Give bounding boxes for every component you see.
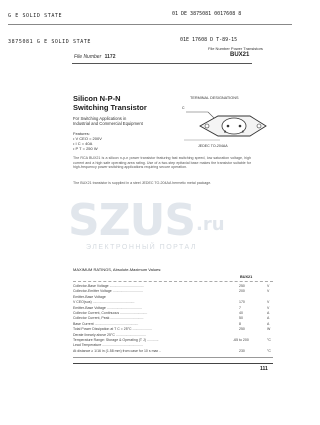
pin-b-label: B [224, 130, 227, 134]
watermark-domain: .ru [196, 214, 225, 235]
row-value: 7 [239, 305, 241, 310]
description-text-2: The BUX21 transistor is supplied in a steel JEDEC TO-204AA hermetic metal package. [73, 181, 212, 185]
row-label: Derate linearly above 25°C ............................... [73, 332, 146, 337]
table-bottom-rule [73, 357, 273, 358]
row-label: Emitter-Base Voltage .................................... [73, 305, 142, 310]
row-value: 50 [239, 316, 243, 321]
watermark-logo-text: SZUS [68, 195, 196, 246]
package-label: JEDEC TO-204AA [198, 144, 228, 148]
feature-item: • I C = 40A [73, 141, 93, 146]
category-label [208, 46, 263, 51]
part-number: BUX21 [230, 52, 250, 58]
features-heading: Features: [73, 131, 90, 136]
title-line-2: Switching Transistor [73, 103, 147, 112]
row-label: Collector-Emitter Voltage ............................... [73, 289, 143, 294]
header-divider [8, 24, 292, 25]
part-number-header [230, 52, 249, 58]
row-label: At distance ≥ 1/16 in (1.58 mm) from case for 10 s max .. [73, 348, 162, 353]
row-label: Total Power Dissipation at T C = 25°C .................... [73, 327, 152, 332]
file-number-label: File Number [74, 54, 102, 60]
row-unit: A [267, 310, 270, 315]
application-text [73, 116, 143, 126]
ratings-heading-text: MAXIMUM RATINGS, Absolute-Maximum Values: [73, 267, 162, 272]
terminal-diagram [180, 96, 270, 156]
row-unit: A [267, 316, 270, 321]
row-unit: °C [267, 337, 271, 342]
category-text: File Number Power Transistors [208, 46, 263, 51]
feature-item: • P T = 250 W [73, 146, 98, 151]
pin-e-label: E [242, 130, 245, 134]
feature-item: • V CEO = 200V [73, 136, 102, 141]
file-number: 1172 [104, 54, 116, 60]
row-value: 230 [239, 348, 245, 353]
scan-header-line-1 [8, 13, 62, 19]
pin-c-label: C [182, 106, 185, 110]
diagram-title: TERMINAL DESIGNATIONS [190, 96, 239, 100]
ratings-column-header [240, 275, 252, 279]
row-value: 170 [239, 300, 245, 305]
feature-text: P T = 250 W [75, 146, 98, 151]
row-label: Collector Current, Peak .................................. [73, 316, 144, 321]
title-line-1: Silicon N-P-N [73, 94, 121, 103]
row-value: 250 [239, 327, 245, 332]
row-unit: V [267, 289, 270, 294]
row-label: V CEO(sus) ........................................... [73, 300, 135, 305]
row-label: Lead Temperature .......................................... [73, 343, 144, 348]
row-label: Collector-Base Voltage ................................... [73, 284, 144, 288]
row-label: Base Current ............................................. [73, 321, 139, 326]
page-number [260, 366, 268, 372]
ratings-heading [73, 267, 161, 272]
scan-header-line-2 [8, 39, 91, 45]
row-label: Emitter-Base Voltage [73, 294, 106, 299]
row-unit: V [267, 284, 270, 288]
ratings-column-title: BUX21 [240, 275, 253, 279]
description-paragraph-2 [73, 181, 251, 186]
feature-text: V CEO = 200V [75, 136, 102, 141]
watermark-logo [68, 195, 238, 258]
row-value: -65 to 200 [233, 337, 249, 342]
footer-rule [73, 363, 273, 364]
row-unit: A [267, 321, 270, 326]
description-text-1: The RCA BUX21 is a silicon n-p-n power transistor featuring fast switching speed, low saturation voltage, high current and a high safe operating area rating. Use of a two-step epitaxial base makes the transistor suitable for high-frequency power switching applications requiring secure operation. [73, 156, 251, 170]
product-title [73, 94, 147, 112]
row-value: 250 [239, 284, 245, 288]
page-number-text: 111 [260, 366, 268, 372]
section-divider [72, 63, 252, 64]
row-value: 40 [239, 310, 243, 315]
scan-header-line-2-right [180, 37, 237, 43]
application-line-2: Industrial and Commercial Equipment [73, 121, 143, 126]
table-top-rule [73, 281, 273, 282]
row-value: 200 [239, 289, 245, 294]
row-value: 8 [239, 321, 241, 326]
description-paragraph-1 [73, 156, 251, 170]
row-unit: W [267, 327, 271, 332]
watermark-tagline: ЭЛЕКТРОННЫЙ ПОРТАЛ [86, 244, 197, 251]
scan-header-code-2: 01E 17608 D T-89-15 [180, 37, 238, 43]
features-block [73, 131, 102, 151]
row-label: Temperature Range: Storage & Operating (T J) ............ [73, 337, 159, 342]
row-label: Collector Current, Continuous ............................ [73, 310, 148, 315]
table-row [73, 349, 273, 354]
scan-header-text: G E SOLID STATE [8, 13, 63, 19]
row-unit: V [267, 305, 270, 310]
scan-header-text-2: 3875081 G E SOLID STATE [8, 39, 92, 45]
ratings-table [73, 284, 273, 354]
scan-header-code: 01 DE 3875081 0017608 8 [172, 11, 242, 17]
file-number-row [74, 54, 115, 60]
row-unit: V [267, 300, 270, 305]
application-line-1: For Switching Applications in [73, 116, 127, 121]
row-unit: °C [267, 348, 271, 353]
scan-header-line-1-right [172, 11, 241, 17]
feature-text: I C = 40A [75, 141, 93, 146]
